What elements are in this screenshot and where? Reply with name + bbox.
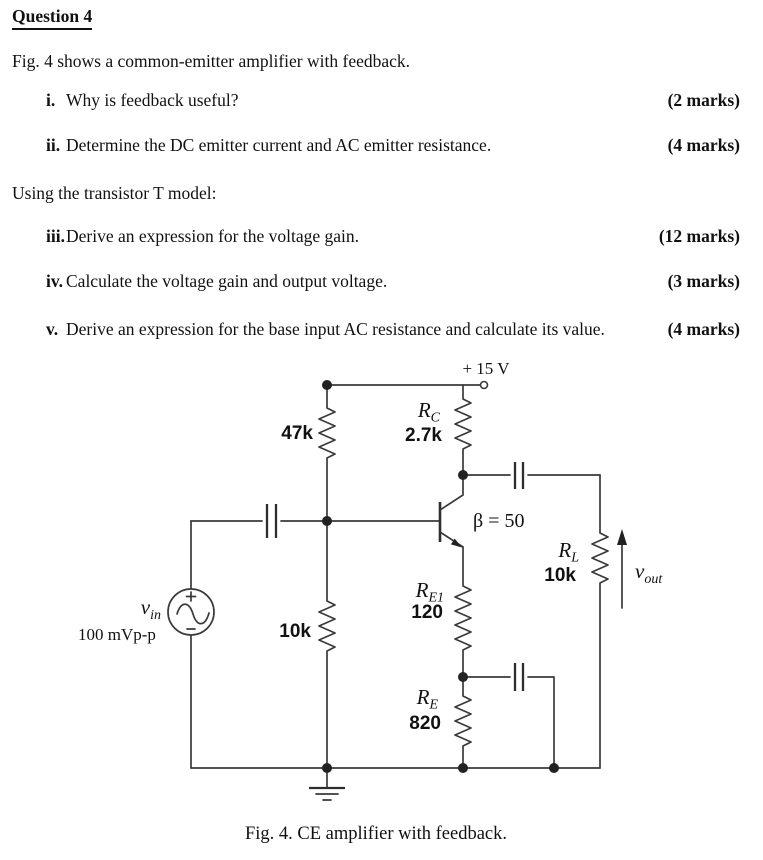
resistor-rc bbox=[455, 385, 471, 475]
question-marks: (12 marks) bbox=[658, 226, 740, 246]
re-value: 820 bbox=[409, 713, 441, 734]
resistor-10k-label: 10k bbox=[279, 621, 311, 642]
junction-dot bbox=[458, 672, 468, 682]
bypass-wire-right bbox=[528, 677, 554, 768]
question-item bbox=[0, 226, 763, 250]
circuit-diagram bbox=[0, 355, 763, 820]
question-item bbox=[0, 90, 763, 114]
question-number: iii. bbox=[46, 226, 65, 246]
figure-caption: Fig. 4. CE amplifier with feedback. bbox=[244, 824, 508, 844]
rl-label: RL bbox=[558, 538, 579, 566]
vin-value: 100 mVp-p bbox=[78, 625, 156, 644]
resistor-re1 bbox=[455, 547, 471, 677]
question-text: Why is feedback useful? bbox=[66, 90, 239, 110]
question-marks: (2 marks) bbox=[667, 90, 740, 110]
resistor-47k bbox=[319, 385, 335, 521]
vout-arrow bbox=[617, 529, 627, 608]
question-marks: (3 marks) bbox=[667, 271, 740, 291]
intro-text: Fig. 4 shows a common-emitter amplifier with feedback. bbox=[12, 51, 411, 71]
junction-dot bbox=[458, 470, 468, 480]
question-number: iv. bbox=[46, 271, 64, 291]
beta-label: β = 50 bbox=[473, 510, 525, 532]
junction-dot bbox=[549, 763, 559, 773]
vout-label: vout bbox=[635, 559, 663, 587]
question-number: ii. bbox=[46, 135, 61, 155]
rl-value: 10k bbox=[544, 565, 576, 586]
vin-source bbox=[168, 589, 214, 635]
vin-label: vin bbox=[140, 595, 161, 623]
bypass-capacitor bbox=[515, 663, 523, 691]
page-title: Question 4 bbox=[12, 6, 92, 30]
question-item bbox=[0, 135, 763, 159]
supply-label: + 15 V bbox=[462, 359, 510, 378]
resistor-10k bbox=[319, 521, 335, 768]
question-marks: (4 marks) bbox=[667, 319, 740, 339]
model-note: Using the transistor T model: bbox=[12, 183, 217, 203]
junction-dot bbox=[322, 516, 332, 526]
resistor-re bbox=[455, 677, 471, 768]
re-label: RE bbox=[416, 685, 438, 713]
question-item bbox=[0, 271, 763, 295]
junction-dot bbox=[458, 763, 468, 773]
resistor-47k-label: 47k bbox=[281, 423, 313, 444]
question-text: Determine the DC emitter current and AC emitter resistance. bbox=[66, 135, 492, 155]
supply-terminal bbox=[481, 382, 488, 389]
transistor-collector bbox=[440, 475, 463, 510]
question-text: Derive an expression for the voltage gain. bbox=[66, 226, 360, 246]
re1-value: 120 bbox=[411, 602, 443, 623]
question-marks: (4 marks) bbox=[667, 135, 740, 155]
re1-label: RE1 bbox=[415, 578, 444, 606]
output-capacitor bbox=[515, 462, 523, 489]
question-text: Calculate the voltage gain and output voltage. bbox=[66, 271, 388, 291]
rc-value: 2.7k bbox=[405, 425, 442, 446]
question-item bbox=[0, 319, 763, 343]
rc-label: RC bbox=[417, 398, 440, 426]
resistor-rl bbox=[592, 475, 608, 768]
input-capacitor bbox=[267, 504, 276, 538]
junction-dot bbox=[322, 380, 332, 390]
question-number: v. bbox=[46, 319, 59, 339]
question-text: Derive an expression for the base input AC resistance and calculate its value. bbox=[66, 319, 605, 339]
transistor-npn bbox=[440, 475, 463, 548]
vout-arrowhead-icon bbox=[617, 529, 627, 545]
junction-dot bbox=[322, 763, 332, 773]
question-number: i. bbox=[46, 90, 56, 110]
